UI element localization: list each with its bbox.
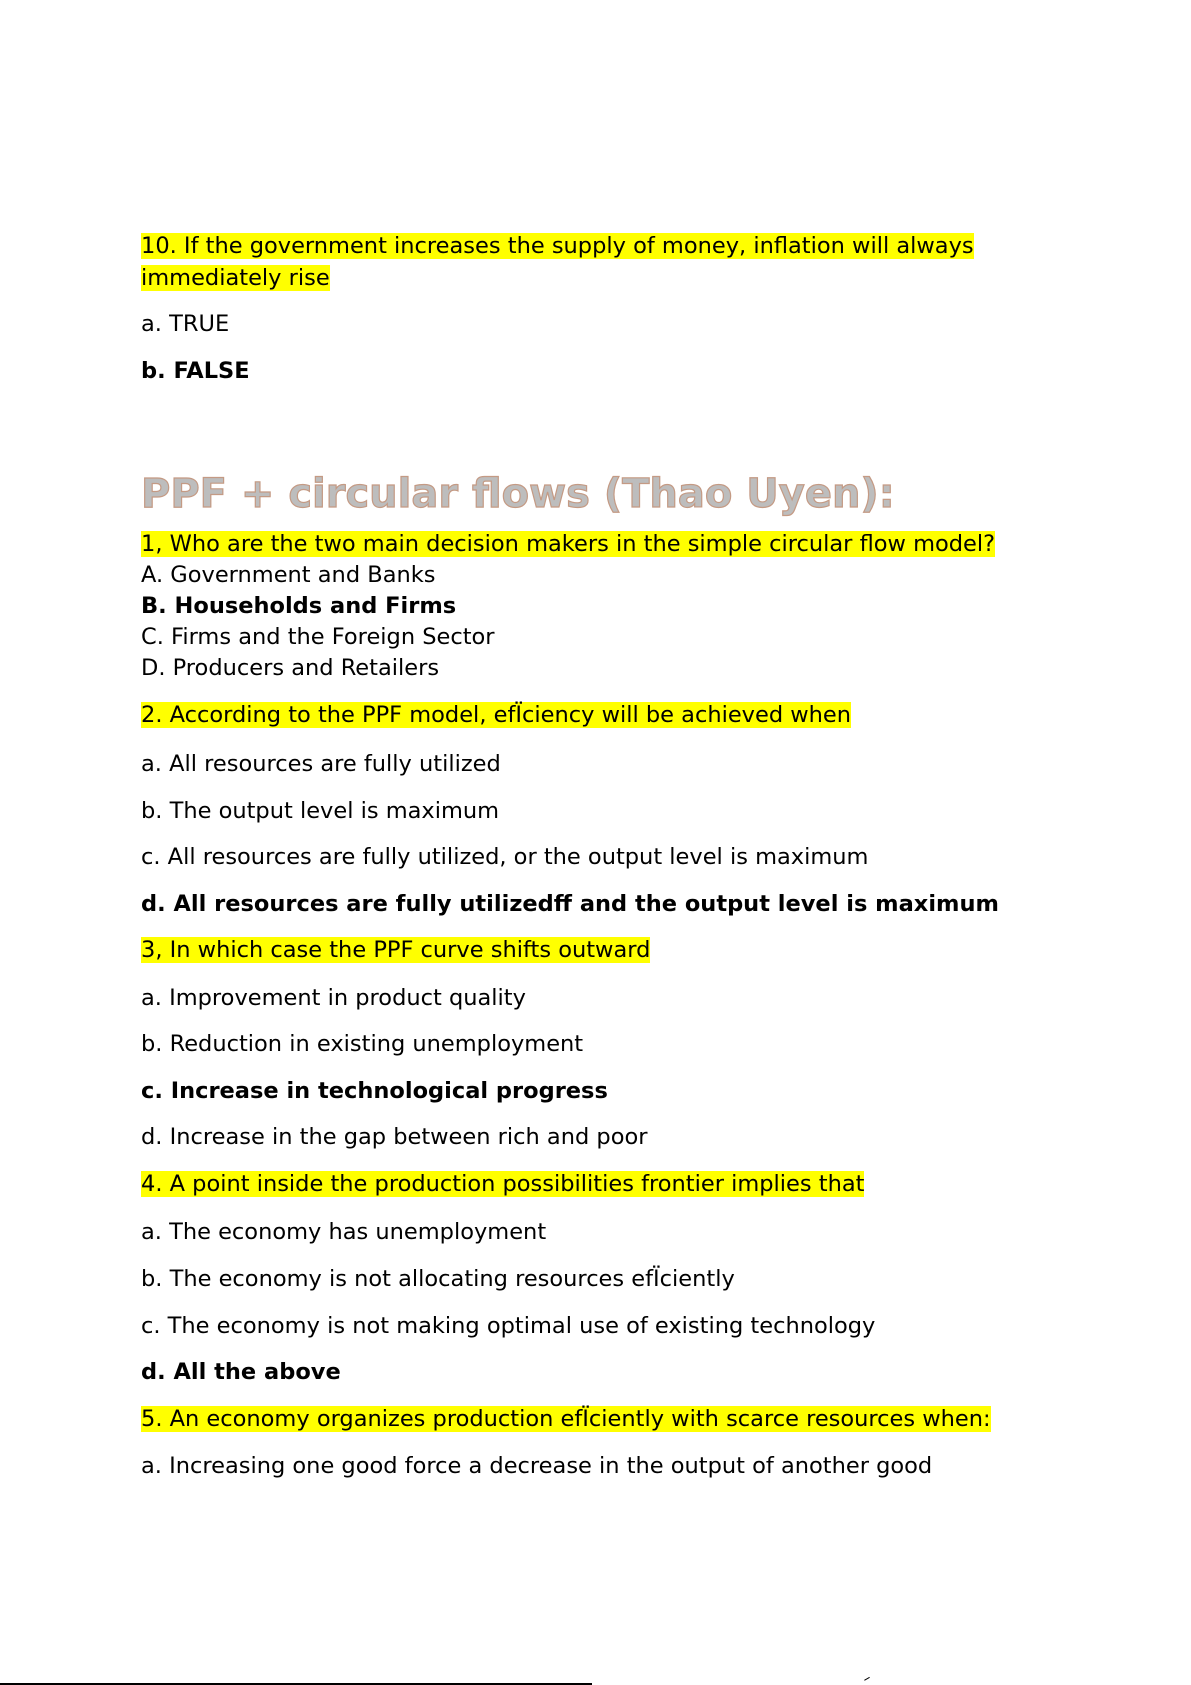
q10-question-line1: 10. If the government increases the supply of money, inflation will always [141,233,974,259]
q10-option-b: b. FALSE [141,358,250,384]
q1-option-b: B. Households and Firms [141,593,457,619]
q4-option-c: c. The economy is not making optimal use of existing technology [141,1313,876,1339]
q10-question-line2: immediately rise [141,265,330,291]
q5-option-a: a. Increasing one good force a decrease in the output of another good [141,1453,933,1479]
q2-option-d: d. All resources are fully utilizedff and the output level is maximum [141,891,999,917]
q10-option-a: a. TRUE [141,311,230,337]
q2-option-b: b. The output level is maximum [141,798,500,824]
q4-option-b: b. The economy is not allocating resources efÏciently [141,1266,735,1292]
q3-option-c: c. Increase in technological progress [141,1078,608,1104]
q1-option-c: C. Firms and the Foreign Sector [141,624,495,650]
q3-option-b: b. Reduction in existing unemployment [141,1031,584,1057]
q2-option-a: a. All resources are fully utilized [141,751,501,777]
section-title: PPF + circular flows (Thao Uyen): [141,471,895,517]
q3-option-d: d. Increase in the gap between rich and poor [141,1124,648,1150]
q1-option-a: A. Government and Banks [141,562,436,588]
q3-question: 3, In which case the PPF curve shifts outward [141,937,651,963]
q4-option-d: d. All the above [141,1359,341,1385]
q5-question: 5. An economy organizes production efÏciently with scarce resources when: [141,1406,991,1432]
q4-question: 4. A point inside the production possibilities frontier implies that [141,1171,865,1197]
q1-question: 1, Who are the two main decision makers in the simple circular flow model? [141,531,996,557]
q4-option-a: a. The economy has unemployment [141,1219,547,1245]
footer-mark [864,1677,872,1684]
q3-option-a: a. Improvement in product quality [141,985,526,1011]
q2-option-c: c. All resources are fully utilized, or the output level is maximum [141,844,869,870]
q2-question: 2. According to the PPF model, efÏciency will be achieved when [141,702,852,728]
q1-option-d: D. Producers and Retailers [141,655,440,681]
